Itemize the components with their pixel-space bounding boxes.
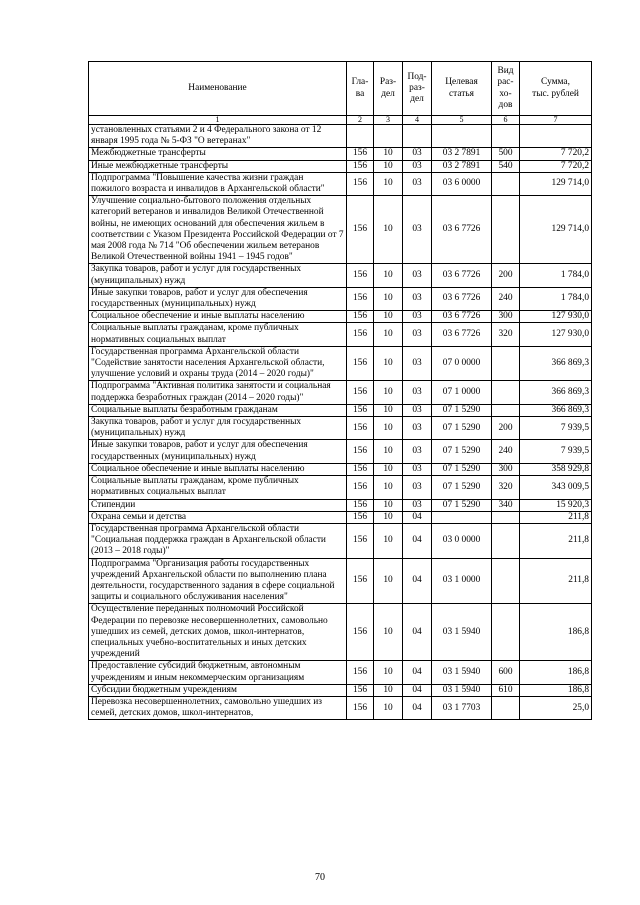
table-row: [89, 311, 592, 323]
row-expense-type: 240: [492, 287, 520, 310]
header-name: Наименование: [89, 62, 347, 116]
row-name: Субсидии бюджетным учреждениям: [89, 684, 347, 696]
row-chapter: 156: [347, 311, 374, 323]
row-subsection: 03: [403, 346, 432, 381]
header-section: Раз- дел: [374, 62, 403, 116]
row-expense-type: 540: [492, 160, 520, 172]
row-chapter: 156: [347, 287, 374, 310]
row-chapter: 156: [347, 404, 374, 416]
table-row: [89, 172, 592, 195]
table-row: [89, 381, 592, 404]
row-section: 10: [374, 148, 403, 160]
table-row: [89, 417, 592, 440]
row-amount: 129 714,0: [520, 196, 592, 264]
row-target: 03 1 5940: [432, 684, 492, 696]
row-chapter: 156: [347, 476, 374, 499]
row-expense-type: 300: [492, 463, 520, 475]
row-subsection: 03: [403, 160, 432, 172]
table-row: [89, 696, 592, 719]
row-amount: 366 869,3: [520, 346, 592, 381]
row-amount: 366 869,3: [520, 381, 592, 404]
table-row: [89, 511, 592, 523]
row-amount: 7 939,5: [520, 440, 592, 463]
column-number: 3: [374, 116, 403, 125]
row-subsection: 03: [403, 499, 432, 511]
row-target: 03 1 0000: [432, 558, 492, 604]
row-amount: 129 714,0: [520, 172, 592, 195]
row-target: 03 6 7726: [432, 196, 492, 264]
row-subsection: 03: [403, 264, 432, 287]
column-number: 5: [432, 116, 492, 125]
row-expense-type: [492, 558, 520, 604]
row-section: 10: [374, 323, 403, 346]
row-chapter: 156: [347, 604, 374, 661]
row-amount: 211,8: [520, 523, 592, 558]
row-subsection: 04: [403, 523, 432, 558]
row-target: 07 1 5290: [432, 499, 492, 511]
row-chapter: 156: [347, 523, 374, 558]
column-number-row: [89, 116, 592, 125]
row-target: 03 6 7726: [432, 311, 492, 323]
row-subsection: 04: [403, 511, 432, 523]
row-expense-type: [492, 196, 520, 264]
document-page: [88, 61, 591, 720]
row-expense-type: 240: [492, 440, 520, 463]
row-expense-type: [492, 404, 520, 416]
row-target: 07 1 5290: [432, 417, 492, 440]
row-chapter: 156: [347, 264, 374, 287]
row-name: Подпрограмма "Организация работы государственных учреждений Архангельской области по выполнению плана деятельности, государственного задания в сфере социальной защиты и социального обслуживания населения": [89, 558, 347, 604]
row-name: Перевозка несовершеннолетних, самовольно ушедших из семей, детских домов, школ-интернатов,: [89, 696, 347, 719]
row-subsection: 03: [403, 476, 432, 499]
row-target: 07 1 5290: [432, 440, 492, 463]
row-name: Социальные выплаты безработным гражданам: [89, 404, 347, 416]
row-expense-type: 200: [492, 264, 520, 287]
row-name: Предоставление субсидий бюджетным, автономным учреждениям и иным некоммерческим организациям: [89, 661, 347, 684]
row-name: Социальное обеспечение и иные выплаты населению: [89, 311, 347, 323]
page-number: 70: [315, 872, 325, 883]
row-amount: 358 929,8: [520, 463, 592, 475]
row-subsection: 04: [403, 684, 432, 696]
row-amount: 211,8: [520, 511, 592, 523]
row-expense-type: [492, 346, 520, 381]
row-section: 10: [374, 311, 403, 323]
row-expense-type: 200: [492, 417, 520, 440]
row-subsection: [403, 125, 432, 148]
header-amount: Сумма, тыс. рублей: [520, 62, 592, 116]
table-row: [89, 346, 592, 381]
column-number: 2: [347, 116, 374, 125]
row-section: 10: [374, 684, 403, 696]
row-section: 10: [374, 404, 403, 416]
row-expense-type: [492, 523, 520, 558]
row-name: Государственная программа Архангельской области "Социальная поддержка граждан в Архангельской области (2013 – 2018 годы)": [89, 523, 347, 558]
row-amount: 127 930,0: [520, 323, 592, 346]
row-expense-type: [492, 381, 520, 404]
row-amount: 186,8: [520, 604, 592, 661]
row-subsection: 04: [403, 696, 432, 719]
row-name: Осуществление переданных полномочий Российской Федерации по перевозке несовершеннолетних, самовольно ушедших из семей, детских домов, школ-интернатов, специальных учебно-воспитательных и иных детских учреждений: [89, 604, 347, 661]
row-expense-type: 500: [492, 148, 520, 160]
table-row: [89, 661, 592, 684]
row-section: 10: [374, 499, 403, 511]
table-row: [89, 499, 592, 511]
header-expense-type: Вид рас- хо- дов: [492, 62, 520, 116]
row-expense-type: 320: [492, 476, 520, 499]
row-amount: 366 869,3: [520, 404, 592, 416]
row-subsection: 04: [403, 558, 432, 604]
row-section: 10: [374, 661, 403, 684]
row-section: 10: [374, 463, 403, 475]
row-target: 03 1 5940: [432, 604, 492, 661]
row-expense-type: [492, 696, 520, 719]
row-chapter: 156: [347, 346, 374, 381]
row-expense-type: [492, 511, 520, 523]
table-row: [89, 148, 592, 160]
row-name: Закупка товаров, работ и услуг для государственных (муниципальных) нужд: [89, 264, 347, 287]
row-target: 07 1 5290: [432, 476, 492, 499]
row-chapter: 156: [347, 148, 374, 160]
column-number: 6: [492, 116, 520, 125]
row-target: 07 1 5290: [432, 404, 492, 416]
row-amount: 127 930,0: [520, 311, 592, 323]
table-row: [89, 287, 592, 310]
row-chapter: [347, 125, 374, 148]
row-target: 03 6 7726: [432, 323, 492, 346]
row-target: 07 1 5290: [432, 463, 492, 475]
row-section: 10: [374, 287, 403, 310]
row-chapter: 156: [347, 440, 374, 463]
header-subsection: Под- раз- дел: [403, 62, 432, 116]
table-row: [89, 684, 592, 696]
row-chapter: 156: [347, 381, 374, 404]
row-target: 03 2 7891: [432, 160, 492, 172]
row-amount: 1 784,0: [520, 287, 592, 310]
table-row: [89, 125, 592, 148]
column-number: 4: [403, 116, 432, 125]
row-name: Охрана семьи и детства: [89, 511, 347, 523]
row-target: 07 0 0000: [432, 346, 492, 381]
row-subsection: 03: [403, 404, 432, 416]
column-number: 7: [520, 116, 592, 125]
row-target: 03 2 7891: [432, 148, 492, 160]
row-name: Государственная программа Архангельской области "Содействие занятости населения Архангельской области, улучшение условий и охраны труда (2014 – 2020 годы)": [89, 346, 347, 381]
row-amount: 343 009,5: [520, 476, 592, 499]
row-target: 03 6 0000: [432, 172, 492, 195]
table-row: [89, 264, 592, 287]
row-chapter: 156: [347, 160, 374, 172]
row-target: 03 6 7726: [432, 264, 492, 287]
row-expense-type: 300: [492, 311, 520, 323]
row-section: 10: [374, 160, 403, 172]
row-amount: 15 920,3: [520, 499, 592, 511]
row-chapter: 156: [347, 172, 374, 195]
row-section: 10: [374, 523, 403, 558]
row-section: 10: [374, 417, 403, 440]
row-section: 10: [374, 440, 403, 463]
row-amount: 186,8: [520, 684, 592, 696]
row-section: [374, 125, 403, 148]
row-chapter: 156: [347, 661, 374, 684]
row-section: 10: [374, 604, 403, 661]
row-expense-type: [492, 125, 520, 148]
row-amount: 186,8: [520, 661, 592, 684]
row-chapter: 156: [347, 417, 374, 440]
row-section: 10: [374, 264, 403, 287]
row-amount: 7 720,2: [520, 160, 592, 172]
row-section: 10: [374, 696, 403, 719]
row-chapter: 156: [347, 463, 374, 475]
row-name: Социальные выплаты гражданам, кроме публичных нормативных социальных выплат: [89, 323, 347, 346]
table-row: [89, 196, 592, 264]
budget-table: [88, 61, 592, 720]
row-expense-type: [492, 604, 520, 661]
row-amount: 7 939,5: [520, 417, 592, 440]
row-amount: [520, 125, 592, 148]
table-row: [89, 558, 592, 604]
row-amount: 211,8: [520, 558, 592, 604]
table-row: [89, 404, 592, 416]
row-chapter: 156: [347, 696, 374, 719]
row-expense-type: 610: [492, 684, 520, 696]
row-expense-type: 320: [492, 323, 520, 346]
table-row: [89, 323, 592, 346]
row-name: Иные закупки товаров, работ и услуг для обеспечения государственных (муниципальных) нужд: [89, 440, 347, 463]
row-amount: 25,0: [520, 696, 592, 719]
row-name: Социальные выплаты гражданам, кроме публичных нормативных социальных выплат: [89, 476, 347, 499]
row-target: 03 1 7703: [432, 696, 492, 719]
row-name: Иные межбюджетные трансферты: [89, 160, 347, 172]
row-subsection: 03: [403, 440, 432, 463]
row-amount: 7 720,2: [520, 148, 592, 160]
row-chapter: 156: [347, 511, 374, 523]
table-row: [89, 476, 592, 499]
row-name: Межбюджетные трансферты: [89, 148, 347, 160]
row-target: [432, 511, 492, 523]
row-section: 10: [374, 196, 403, 264]
row-section: 10: [374, 381, 403, 404]
row-name: Иные закупки товаров, работ и услуг для обеспечения государственных (муниципальных) нужд: [89, 287, 347, 310]
table-row: [89, 523, 592, 558]
row-target: [432, 125, 492, 148]
row-expense-type: 340: [492, 499, 520, 511]
row-subsection: 04: [403, 604, 432, 661]
row-subsection: 03: [403, 323, 432, 346]
row-chapter: 156: [347, 684, 374, 696]
row-chapter: 156: [347, 323, 374, 346]
header-chapter: Гла- ва: [347, 62, 374, 116]
row-subsection: 03: [403, 417, 432, 440]
row-target: 03 0 0000: [432, 523, 492, 558]
table-row: [89, 440, 592, 463]
row-target: 03 6 7726: [432, 287, 492, 310]
row-subsection: 03: [403, 463, 432, 475]
row-name: Подпрограмма "Повышение качества жизни граждан пожилого возраста и инвалидов в Архангельской области": [89, 172, 347, 195]
row-subsection: 03: [403, 287, 432, 310]
row-amount: 1 784,0: [520, 264, 592, 287]
row-target: 03 1 5940: [432, 661, 492, 684]
row-name: Стипендии: [89, 499, 347, 511]
row-name: установленных статьями 2 и 4 Федерального закона от 12 января 1995 года № 5-ФЗ "О ветеранах": [89, 125, 347, 148]
row-subsection: 03: [403, 196, 432, 264]
table-row: [89, 604, 592, 661]
row-chapter: 156: [347, 499, 374, 511]
row-subsection: 04: [403, 661, 432, 684]
row-target: 07 1 0000: [432, 381, 492, 404]
row-name: Улучшение социально-бытового положения отдельных категорий ветеранов и инвалидов Великой Отечественной войны, не имеющих оснований для обеспечения жильем в соответствии с Указом Президента Российской Федерации от 7 мая 2008 года № 714 "Об обеспечении жильем ветеранов Великой Отечественной войны 1941 – 1945 годов": [89, 196, 347, 264]
row-section: 10: [374, 476, 403, 499]
row-expense-type: 600: [492, 661, 520, 684]
row-subsection: 03: [403, 148, 432, 160]
row-section: 10: [374, 172, 403, 195]
row-subsection: 03: [403, 311, 432, 323]
header-row: [89, 62, 592, 116]
table-row: [89, 463, 592, 475]
row-name: Социальное обеспечение и иные выплаты населению: [89, 463, 347, 475]
row-name: Закупка товаров, работ и услуг для государственных (муниципальных) нужд: [89, 417, 347, 440]
row-chapter: 156: [347, 558, 374, 604]
table-row: [89, 160, 592, 172]
row-chapter: 156: [347, 196, 374, 264]
row-section: 10: [374, 558, 403, 604]
row-name: Подпрограмма "Активная политика занятости и социальная поддержка безработных граждан (2014 – 2020 годы)": [89, 381, 347, 404]
row-subsection: 03: [403, 381, 432, 404]
row-section: 10: [374, 346, 403, 381]
row-subsection: 03: [403, 172, 432, 195]
header-target: Целевая статья: [432, 62, 492, 116]
row-section: 10: [374, 511, 403, 523]
row-expense-type: [492, 172, 520, 195]
column-number: 1: [89, 116, 347, 125]
